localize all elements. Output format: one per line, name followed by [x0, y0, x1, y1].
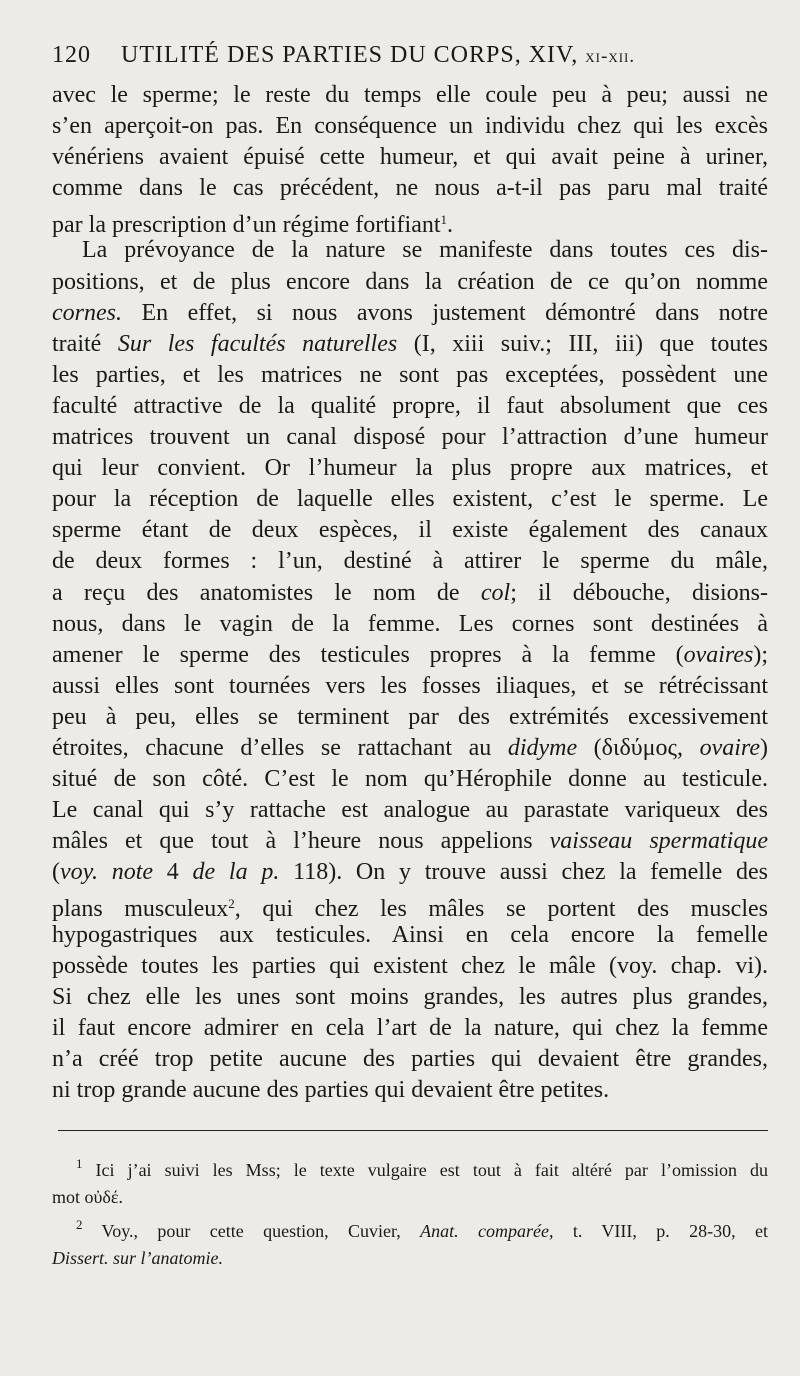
text-line: situé de son côté. C’est le nom qu’Hérophile donne au testicule.: [52, 766, 768, 793]
text-line: a reçu des anatomistes le nom de col; il débouche, disions-: [52, 579, 768, 606]
text-line: mâles et que tout à l’heure nous appelions vaisseau spermatique: [52, 828, 768, 855]
text-line: s’en aperçoit-on pas. En conséquence un individu chez qui les excès: [52, 113, 768, 140]
footnote-1: $^1$ Ici j’ai suivi les Mss; le texte vulgaire est tout à fait altéré par l’omission du: [76, 1156, 769, 1180]
book-range: xi-xii.: [585, 46, 636, 67]
text-line: peu à peu, elles se terminent par des extrémités excessivement: [52, 703, 768, 730]
text-line: matrices trouvent un canal disposé pour l’attraction d’une humeur: [52, 424, 768, 451]
footnote-2: $^2$ Voy., pour cette question, Cuvier, Anat. comparée, t. VIII, p. 28-30, et: [76, 1217, 768, 1241]
text-line: étroites, chacune d’elles se rattachant au didyme (διδύμος, ovaire): [52, 734, 768, 761]
footnotes: [52, 1150, 768, 1272]
footnote-1-cont: mot οὐδέ.: [52, 1187, 123, 1207]
running-title: UTILITÉ DES PARTIES DU CORPS, XIV,: [121, 42, 579, 68]
text-line: de deux formes : l’un, destiné à attirer le sperme du mâle,: [52, 548, 768, 575]
text-line: sperme étant de deux espèces, il existe également des canaux: [52, 517, 768, 544]
running-head: [52, 42, 772, 69]
text-line: qui leur convient. Or l’humeur la plus propre aux matrices, et: [52, 455, 768, 482]
text-line: pour la réception de laquelle elles existent, c’est le sperme. Le: [52, 486, 768, 513]
footnote-2-cont: Dissert. sur l’anatomie.: [52, 1248, 223, 1268]
text-line: avec le sperme; le reste du temps elle coule peu à peu; aussi ne: [52, 82, 768, 108]
text-line: ni trop grande aucune des parties qui devaient être petites.: [52, 1077, 610, 1103]
text-line: plans musculeux$^2$, qui chez les mâles se portent des muscles: [52, 896, 768, 923]
text-line: nous, dans le vagin de la femme. Les cornes sont destinées à: [52, 610, 768, 637]
text-line: possède toutes les parties qui existent chez le mâle (voy. chap. vi).: [52, 952, 768, 979]
text-line: hypogastriques aux testicules. Ainsi en cela encore la femelle: [52, 921, 768, 948]
text-line: (voy. note 4 de la p. 118). On y trouve aussi chez la femelle des: [52, 859, 768, 886]
text-line: Si chez elle les unes sont moins grandes, les autres plus grandes,: [52, 983, 768, 1010]
footnote-ref-1: 1: [440, 212, 448, 228]
footnote-rule: [58, 1130, 768, 1131]
text-line: faculté attractive de la qualité propre, il faut absolument que ces: [52, 392, 768, 419]
text-line: n’a créé trop petite aucune des parties qui devaient être grandes,: [52, 1045, 768, 1072]
text-line: amener le sperme des testicules propres à la femme (ovaires);: [52, 641, 768, 668]
text-line: il faut encore admirer en cela l’art de la nature, qui chez la femme: [52, 1014, 768, 1041]
text-line: vénériens avaient épuisé cette humeur, et qui avait peine à uriner,: [52, 144, 768, 171]
text-line: aussi elles sont tournées vers les fosses iliaques, et se rétrécissant: [52, 672, 768, 699]
text-line: cornes. En effet, si nous avons justement démontré dans notre: [52, 299, 768, 326]
text-line: comme dans le cas précédent, ne nous a-t-il pas paru mal traité: [52, 175, 768, 202]
text-line: Le canal qui s’y rattache est analogue au parastate variqueux des: [52, 797, 768, 824]
text-line: traité Sur les facultés naturelles (I, xiii suiv.; III, iii) que toutes: [52, 330, 769, 357]
text-line: les parties, et les matrices ne sont pas exceptées, possèdent une: [52, 361, 768, 388]
footnote-ref-2: 2: [228, 896, 235, 912]
body-text: [52, 80, 768, 1106]
text-line: positions, et de plus encore dans la création de ce qu’on nomme: [52, 268, 768, 295]
text-line: La prévoyance de la nature se manifeste dans toutes ces dis-: [82, 237, 768, 264]
page-number: 120: [52, 42, 91, 68]
text-line: par la prescription d’un régime fortifiant$^1$.: [52, 212, 454, 239]
